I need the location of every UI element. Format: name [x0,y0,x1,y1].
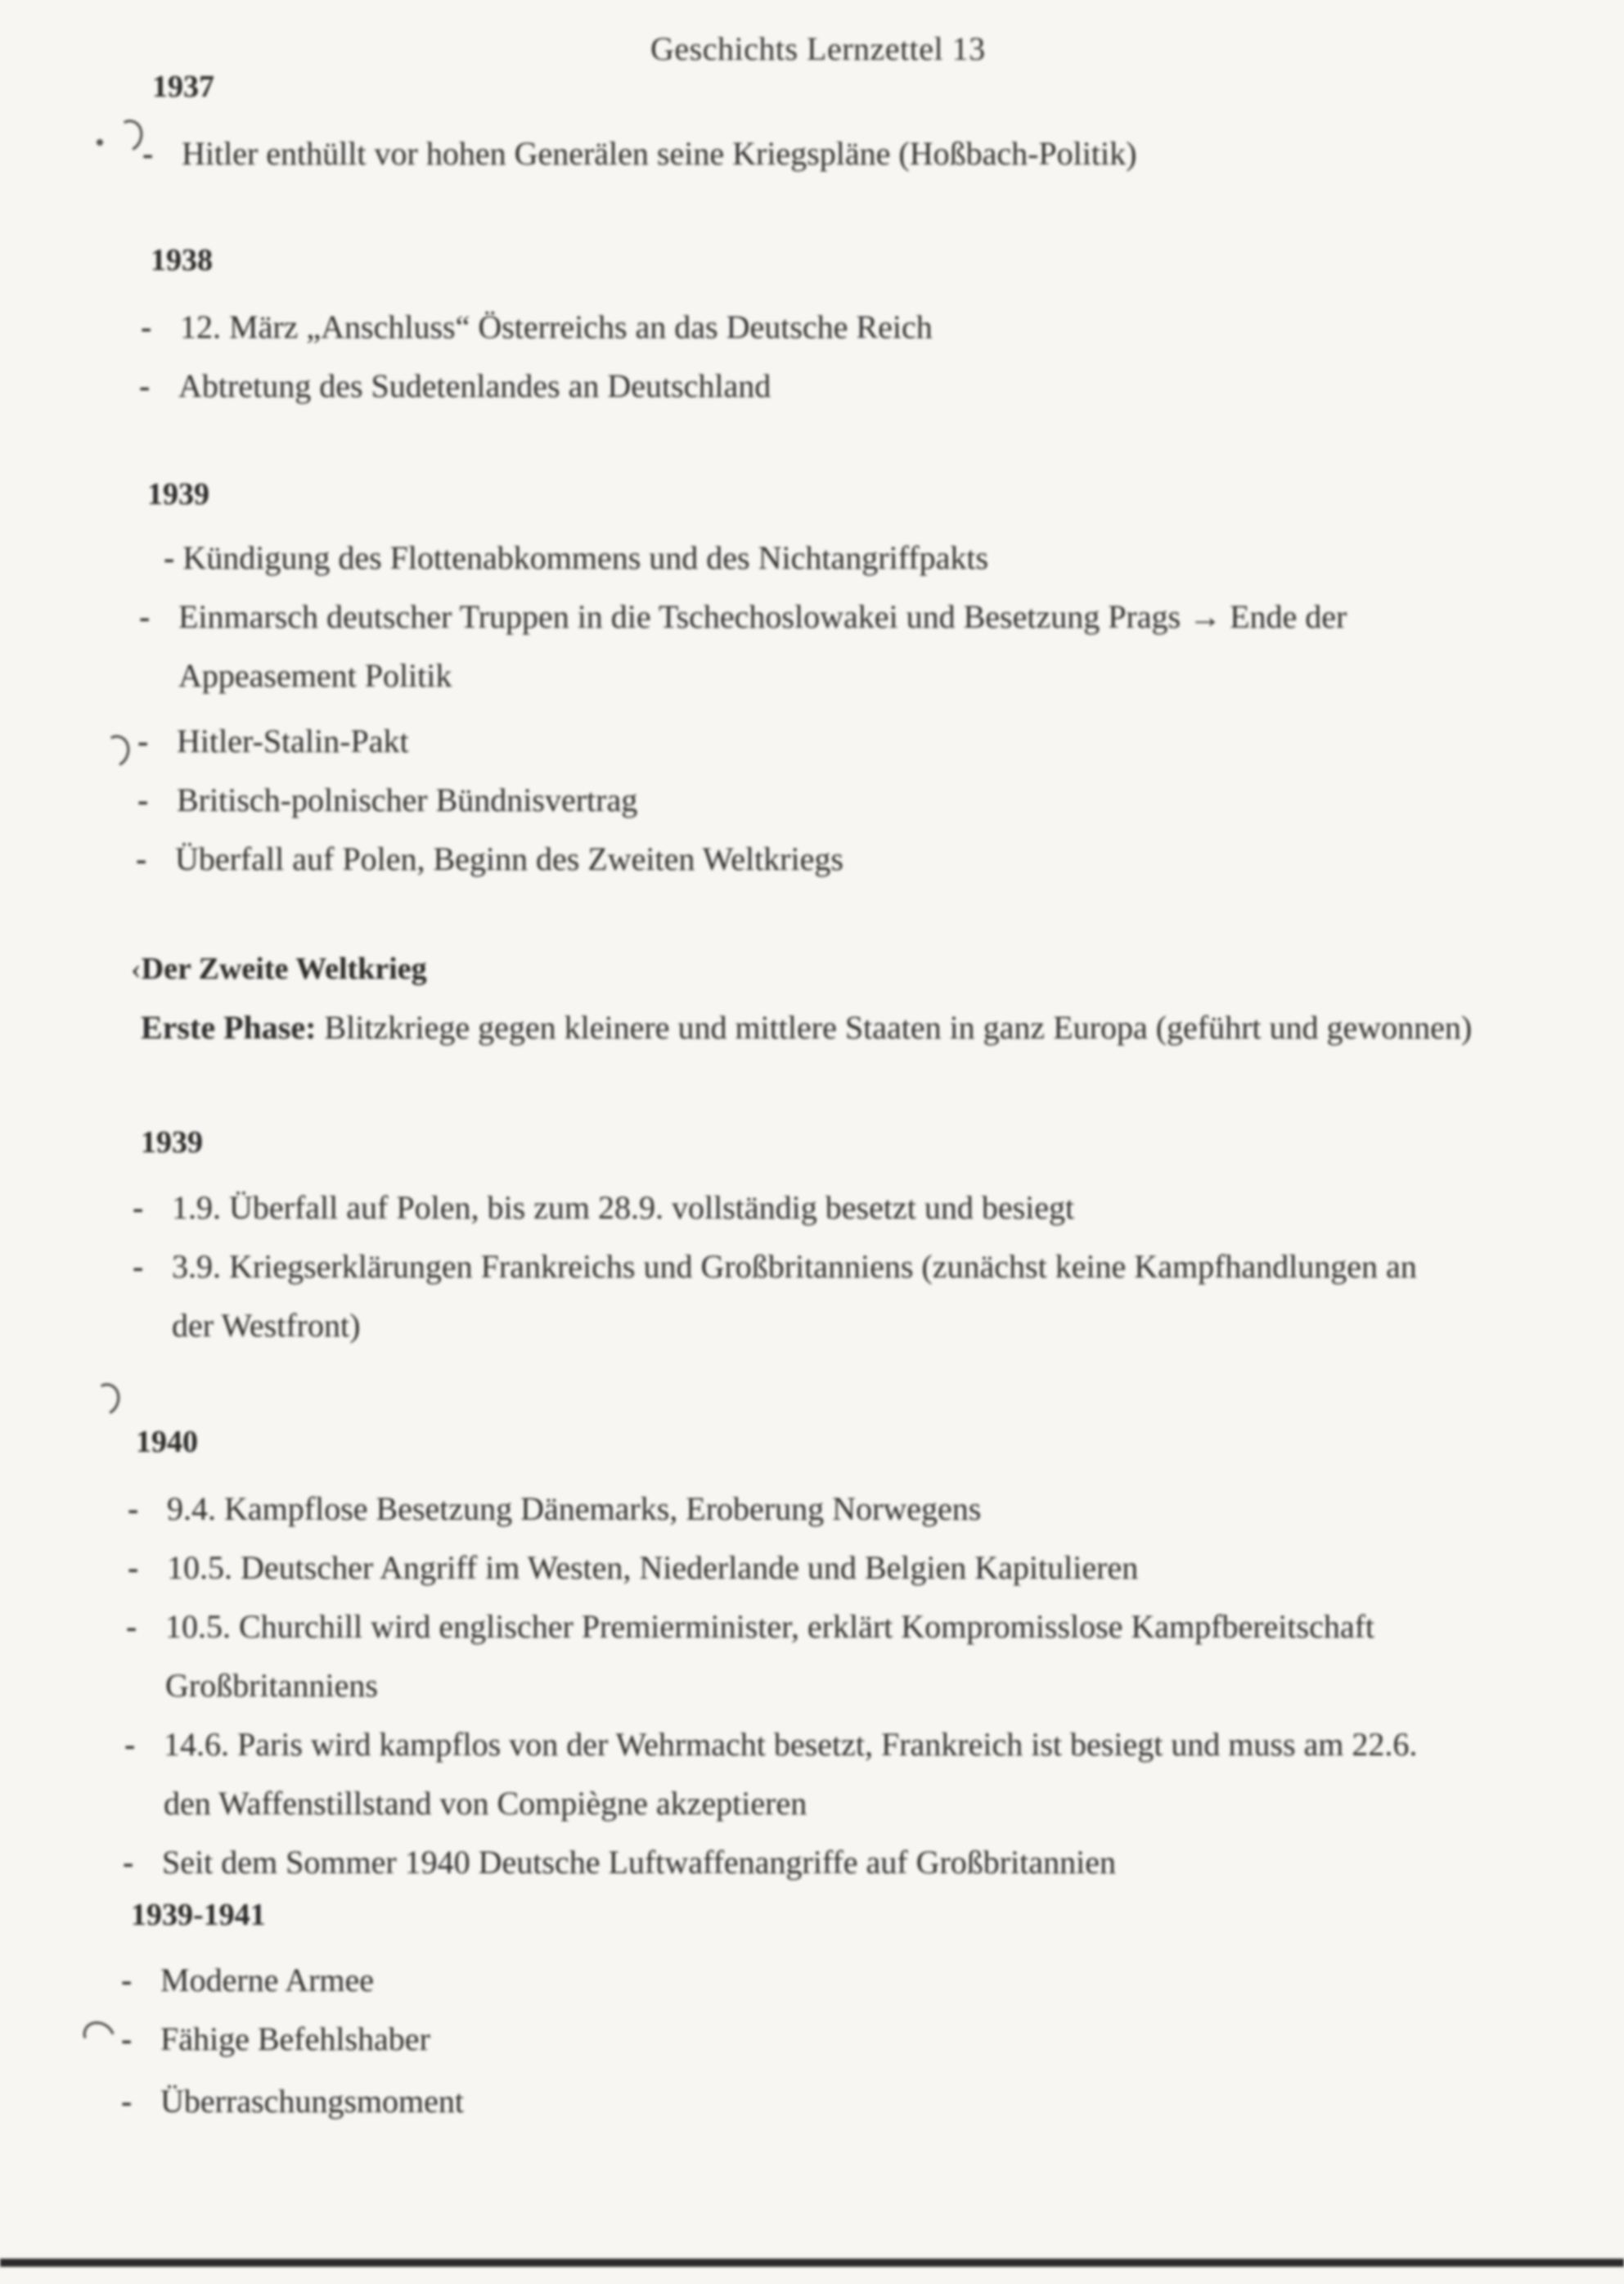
list-item: - 9.4. Kampflose Besetzung Dänemarks, Eroberung Norwegens [128,1490,982,1527]
list-item: - Überfall auf Polen, Beginn des Zweiten Weltkriegs [136,840,843,877]
list-item: - Hitler enthüllt vor hohen Generälen seine Kriegspläne (Hoßbach-Politik) [142,135,1137,172]
list-item: - Britisch-polnischer Bündnisvertrag [137,782,638,818]
year-heading-1939-1941: 1939-1941 [131,1898,266,1932]
page-edge-shadow [0,2259,1624,2267]
page-title: Geschichts Lernzettel 13 [650,30,986,67]
list-item: - 14.6. Paris wird kampflos von der Wehrmacht besetzt, Frankreich ist besiegt und muss am 22.6. den Waffenstillstand von Compiègne akzeptieren [124,1726,1418,1822]
list-item: - Fähige Befehlshaber [121,2020,430,2057]
list-item: - 10.5. Deutscher Angriff im Westen, Niederlande und Belgien Kapitulieren [128,1549,1139,1586]
list-item: - Moderne Armee [121,1962,375,1998]
margin-mark [87,1379,124,1419]
list-item: - 10.5. Churchill wird englischer Premierminister, erklärt Kompromisslose Kampfbereitschaft Großbritanniens [126,1608,1375,1704]
margin-dot [97,139,103,146]
list-item: - 1.9. Überfall auf Polen, bis zum 28.9. vollständig besetzt und besiegt [133,1189,1075,1226]
year-heading-1939: 1939 [147,477,209,511]
year-heading-1939-war: 1939 [141,1125,203,1160]
margin-mark [97,731,134,771]
list-item: - Überraschungsmoment [121,2083,465,2120]
year-heading-1937: 1937 [152,70,214,104]
list-item: - 3.9. Kriegserklärungen Frankreichs und Großbritanniens (zunächst keine Kampfhandlungen an der Westfront) [133,1248,1417,1344]
list-item: - Hitler-Stalin-Pakt [137,723,409,759]
margin-mark [78,2016,120,2056]
margin-mark [110,115,147,155]
list-item: - Kündigung des Flottenabkommens und des Nichtangriffpakts [164,539,989,576]
year-heading-1940: 1940 [136,1425,198,1459]
list-item: - Einmarsch deutscher Truppen in die Tschechoslowakei und Besetzung Prags → Ende der Appeasement Politik [139,598,1347,694]
phase-line: Erste Phase: Blitzkriege gegen kleinere und mittlere Staaten in ganz Europa (geführt und gewonnen) [141,1009,1473,1046]
list-item: - Abtretung des Sudetenlandes an Deutschland [139,367,772,404]
year-heading-1938: 1938 [151,243,213,277]
list-item: - 12. März „Anschluss“ Österreichs an das Deutsche Reich [141,309,933,345]
list-item: - Seit dem Sommer 1940 Deutsche Luftwaffenangriffe auf Großbritannien [123,1844,1116,1881]
section-heading: ‹Der Zweite Weltkrieg [131,952,427,986]
